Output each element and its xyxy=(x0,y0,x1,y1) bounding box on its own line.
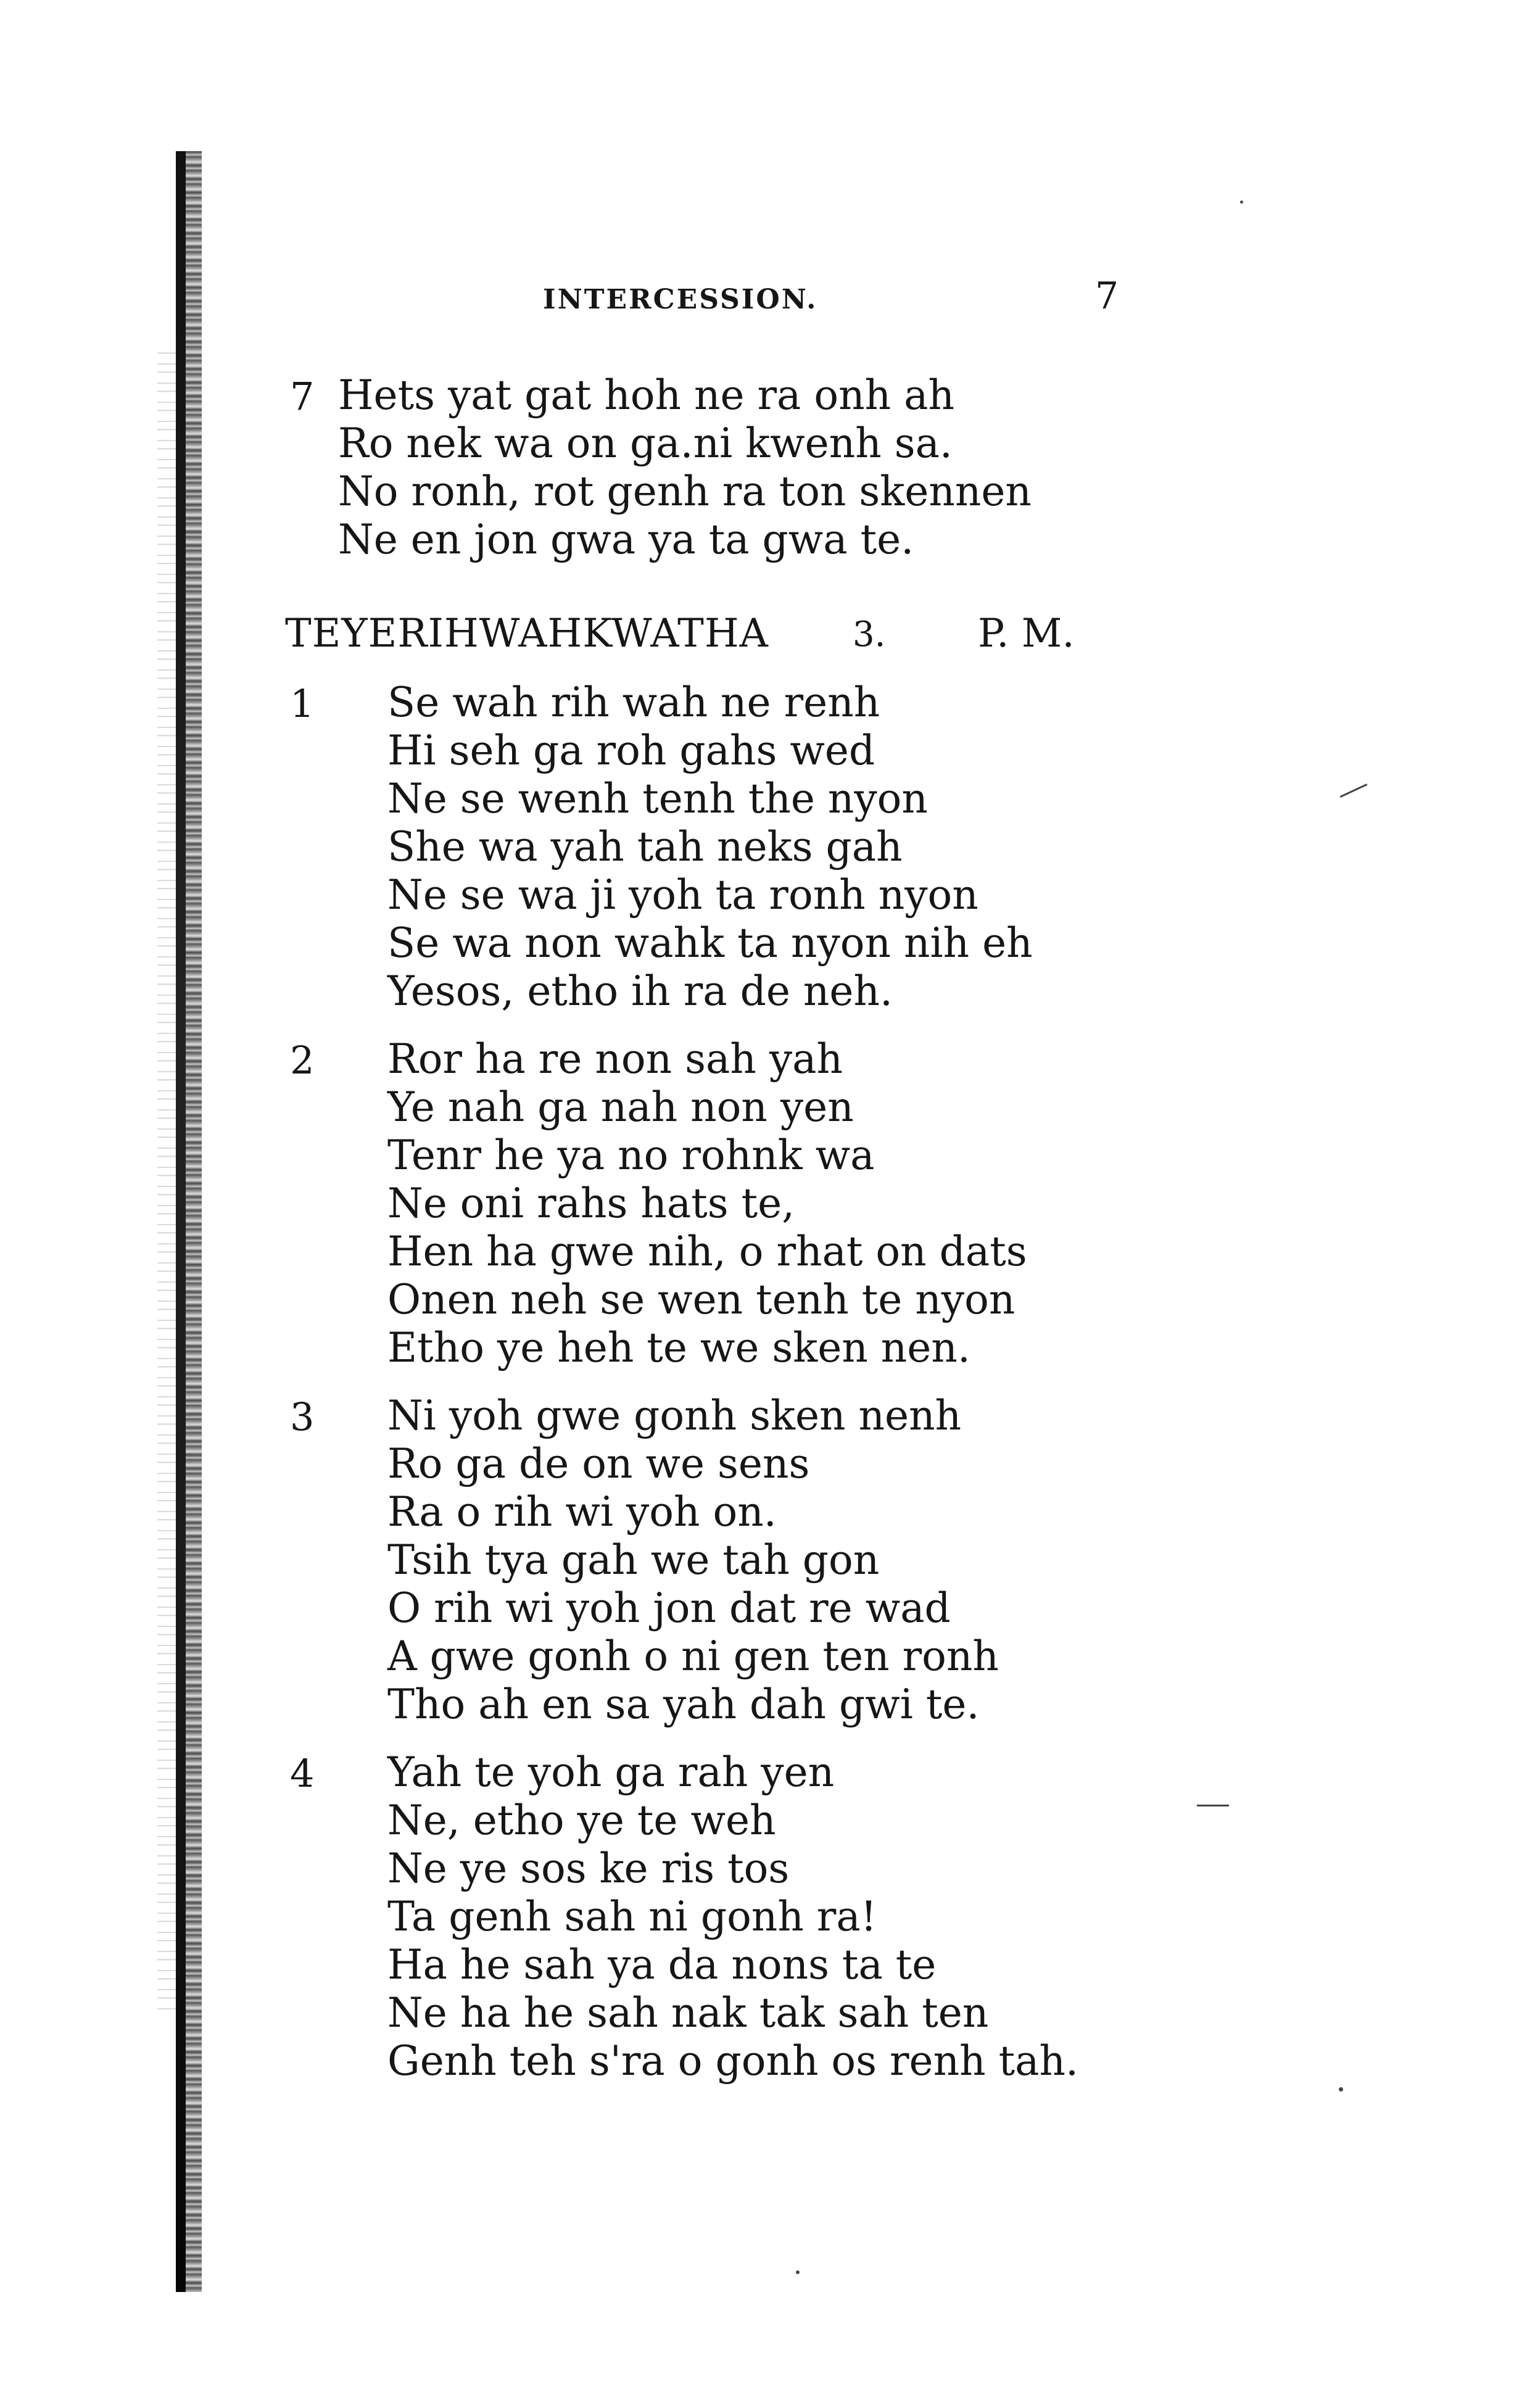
verse-line: Se wa non wahk ta nyon nih eh xyxy=(387,919,1033,967)
verse-number: 7 xyxy=(290,374,315,419)
verse-line: Onen neh se wen tenh te nyon xyxy=(387,1276,1016,1323)
hymn-meter: P. M. xyxy=(978,611,1075,656)
verse-line: Ne se wa ji yoh ta ronh nyon xyxy=(387,871,978,919)
verse-line: Tho ah en sa yah dah gwi te. xyxy=(387,1681,980,1728)
verse-line: Ha he sah ya da nons ta te xyxy=(387,1941,937,1988)
verse-line: Ne en jon gwa ya ta gwa te. xyxy=(338,516,914,563)
verse-line: Tenr he ya no rohnk wa xyxy=(387,1132,875,1179)
verse-line: Hi seh ga roh gahs wed xyxy=(387,727,875,774)
verse-line: Ta genh sah ni gonh ra! xyxy=(387,1893,877,1940)
verse-line: Ra o rih wi yoh on. xyxy=(387,1488,777,1536)
verse-line: Tsih tya gah we tah gon xyxy=(387,1536,880,1584)
verse-line: Ne oni rahs hats te, xyxy=(387,1180,795,1227)
verse-number: 2 xyxy=(290,1038,315,1083)
verse-line: Hets yat gat hoh ne ra onh ah xyxy=(338,371,954,419)
running-head: INTERCESSION. xyxy=(543,284,818,315)
verse-line: Genh teh s'ra o gonh os renh tah. xyxy=(387,2037,1078,2085)
verse-line: Ni yoh gwe gonh sken nenh xyxy=(387,1392,962,1439)
scan-speck xyxy=(1340,784,1368,798)
verse-line: Etho ye heh te we sken nen. xyxy=(387,1324,970,1372)
scan-speck xyxy=(1240,201,1243,204)
verse-line: Ro nek wa on ga.ni kwenh sa. xyxy=(338,420,953,467)
hymn-title: TEYERIHWAHKWATHA xyxy=(285,611,769,656)
verse-line: Ne, etho ye te weh xyxy=(387,1797,776,1844)
verse-line: Hen ha gwe nih, o rhat on dats xyxy=(387,1228,1027,1275)
verse-line: A gwe gonh o ni gen ten ronh xyxy=(387,1632,999,1680)
page-number: 7 xyxy=(1095,275,1119,318)
hymn-number: 3. xyxy=(853,614,886,655)
verse-line: Yesos, etho ih ra de neh. xyxy=(387,967,893,1015)
verse-number: 3 xyxy=(290,1394,315,1439)
verse-line: Ror ha re non sah yah xyxy=(387,1035,843,1083)
binding-edge-shadow xyxy=(176,151,186,2292)
verse-line: Yah te yoh ga rah yen xyxy=(387,1748,835,1796)
verse-number: 1 xyxy=(290,681,315,726)
verse-line: Ye nah ga nah non yen xyxy=(387,1083,854,1131)
verse-line: She wa yah tah neks gah xyxy=(387,823,903,871)
scan-speck xyxy=(1339,2087,1343,2091)
scan-speck xyxy=(1197,1805,1229,1806)
verse-line: Ro ga de on we sens xyxy=(387,1440,810,1487)
scan-speck xyxy=(796,2270,800,2274)
verse-line: Ne ye sos ke ris tos xyxy=(387,1845,790,1892)
verse-number: 4 xyxy=(290,1751,315,1796)
verse-line: Ne se wenh tenh the nyon xyxy=(387,775,928,822)
verse-line: Se wah rih wah ne renh xyxy=(387,679,880,726)
verse-line: O rih wi yoh jon dat re wad xyxy=(387,1584,951,1632)
verse-line: Ne ha he sah nak tak sah ten xyxy=(387,1989,989,2037)
verse-line: No ronh, rot genh ra ton skennen xyxy=(338,468,1032,515)
